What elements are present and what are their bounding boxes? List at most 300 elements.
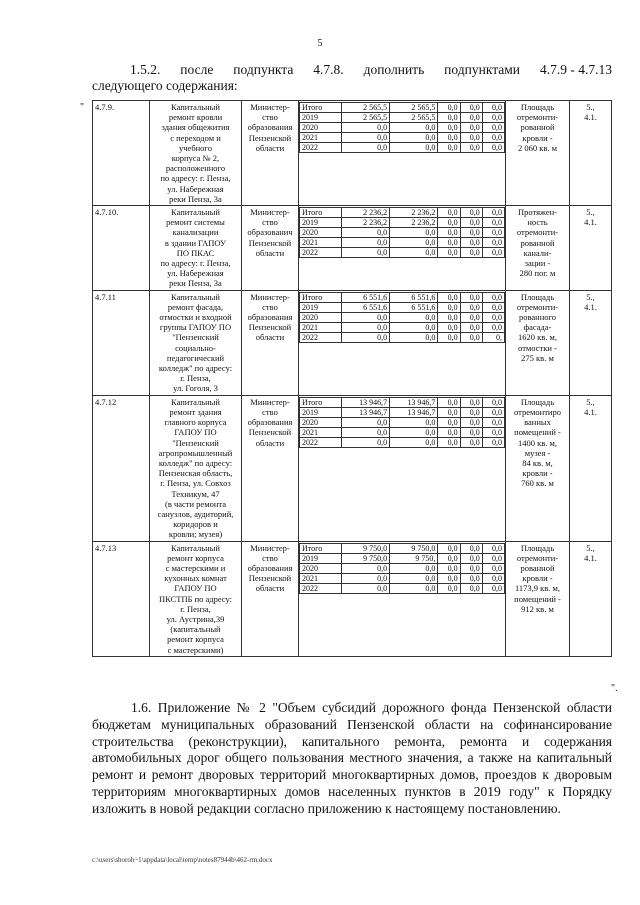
cell-line: педагогический [166, 352, 225, 363]
cell-line: ремонт корпуса [167, 552, 224, 563]
cell-line: кровли - [522, 468, 553, 479]
table-row [93, 206, 612, 291]
budget-period: 2019 [300, 218, 342, 228]
budget-value: 0,0 [482, 292, 504, 302]
budget-row [300, 218, 505, 228]
cell-line: колледж" по адресу: [158, 457, 233, 468]
budget-value: 9 750,0 [341, 553, 389, 563]
budget-row [300, 437, 505, 447]
cell-line: по адресу: г. Пенза, [160, 258, 231, 269]
cell-line: отремонти- [516, 112, 559, 123]
budget-value: 0,0 [341, 228, 389, 238]
budget-row [300, 133, 505, 143]
budget-value: 0,0 [438, 417, 460, 427]
cell-line: "Пензенский [172, 332, 219, 343]
cell-line: фасада- [523, 322, 552, 333]
budget-value: 0,0 [438, 583, 460, 593]
budget-value: 0,0 [482, 302, 504, 312]
budget-value: 0,0 [482, 218, 504, 228]
budget-value: 0,0 [482, 133, 504, 143]
cell-line: отремонти- [516, 552, 559, 563]
reference [570, 541, 612, 656]
budget-value: 0,0 [438, 573, 460, 583]
cell-line: 760 кв. м [521, 478, 554, 489]
budget-value: 2 565,5 [341, 113, 389, 123]
cell-line: в здании ГАПОУ [164, 237, 227, 248]
cell-line: Капитальный [171, 396, 220, 407]
budget-value: 0,0 [341, 437, 389, 447]
budget-cell [299, 541, 506, 656]
cell-line: ремонт фасада, [167, 301, 224, 312]
cell-line: рованной [520, 122, 555, 133]
budget-value: 0,0 [482, 113, 504, 123]
budget-value: 0,0 [460, 218, 482, 228]
budget-period: 2020 [300, 312, 342, 322]
page-number: 5 [317, 38, 323, 49]
budget-value: 0,0 [460, 573, 482, 583]
budget-row [300, 553, 505, 563]
budget-value: 0,0 [438, 238, 460, 248]
budget-value: 0,0 [438, 292, 460, 302]
cell-line: помещений - [514, 427, 561, 438]
cell-line: (капитальный [170, 624, 221, 635]
budget-value: 0,0 [460, 427, 482, 437]
budget-value: 0,0 [460, 322, 482, 332]
cell-line: области [255, 332, 285, 343]
budget-period: 2021 [300, 133, 342, 143]
cell-line: образованич [247, 227, 293, 238]
budget-value: 0,0 [482, 208, 504, 218]
cell-line: расположенного [165, 163, 226, 174]
budget-subtable [299, 102, 505, 153]
cell-line: области [255, 437, 285, 448]
item-number: 4.7.12 [93, 395, 150, 541]
budget-row [300, 143, 505, 153]
budget-value: 0,0 [438, 427, 460, 437]
budget-value: 0,0 [438, 543, 460, 553]
cell-line: 280 пог. м [519, 268, 556, 279]
budget-cell [299, 206, 506, 291]
budget-value: 0,0 [460, 407, 482, 417]
budget-row [300, 563, 505, 573]
budget-value: 0,0 [460, 238, 482, 248]
budget-value: 0,0 [341, 583, 389, 593]
cell-line: Министер- [250, 396, 290, 407]
budget-period: Итого [300, 397, 342, 407]
cell-line: кухонных комнат [164, 573, 227, 584]
budget-row [300, 113, 505, 123]
budget-period: 2022 [300, 583, 342, 593]
paragraph-text: 1.6. Приложение № 2 "Объем субсидий дорожного фонда Пензенской области бюджетам муниципальных образований Пензенской области на софинансирование строительства (реконструкции), капитального ремонта, ремонта и содержания автомобильных дорог общего пользования местного значения, а также на капитальный ремонт и ремонт дворовых территорий многоквартирных домов, проездов к дворовым территориям многоквартирных домов населенных пунктов в 2019 году" к Порядку изложить в новой редакции согласно приложению к настоящему постановлению. [92, 700, 612, 816]
budget-value: 0,0 [482, 238, 504, 248]
budget-row [300, 543, 505, 553]
cell-line: г. Пенза, ул. Совхоз [160, 478, 231, 489]
cell-line: Пензенской [248, 237, 292, 248]
cell-line: образования [247, 562, 293, 573]
cell-line: отремонти- [516, 301, 559, 312]
cell-line: ство [262, 406, 278, 417]
cell-line: отмостки - [518, 342, 557, 353]
item-number: 4.7.13 [93, 541, 150, 656]
budget-value: 0,0 [341, 238, 389, 248]
reference [570, 395, 612, 541]
cell-line: Техникум, 47 [171, 488, 220, 499]
budget-value: 0,0 [438, 143, 460, 153]
cell-line: образования [247, 122, 293, 133]
budget-value: 0,0 [460, 208, 482, 218]
cell-line: 5., [586, 396, 595, 407]
budget-row [300, 208, 505, 218]
cell-line: кровли - [522, 132, 553, 143]
reference [570, 206, 612, 291]
budget-value: 0,0 [390, 427, 438, 437]
budget-value: 9 750,0 [390, 543, 438, 553]
cell-line: области [255, 247, 285, 258]
budget-value: 2 565,5 [390, 113, 438, 123]
budget-period: 2021 [300, 427, 342, 437]
cell-line: с мастерскими и [165, 562, 226, 573]
cell-line: ул. Набережная [167, 268, 224, 279]
budget-value: 0,0 [460, 123, 482, 133]
cell-line: ство [262, 112, 278, 123]
cell-line: 4.1. [584, 301, 597, 312]
budget-value: 0,0 [390, 563, 438, 573]
cell-line: ремонт корпуса [167, 634, 224, 645]
cell-line: ГАПОУ ПО [174, 583, 217, 594]
cell-line: с мастерскими) [167, 644, 224, 655]
item-number: 4.7.10. [93, 206, 150, 291]
budget-value: 0,0 [460, 228, 482, 238]
budget-value: 0,0 [460, 543, 482, 553]
cell-line: "Пензенский [172, 437, 219, 448]
budget-cell [299, 101, 506, 206]
intro-word: после [180, 62, 214, 77]
cell-line: образования [247, 417, 293, 428]
cell-line: канали- [523, 247, 552, 258]
intro-paragraph [92, 62, 612, 94]
footer-file-path: c:\users\shoroh~1\appdata\local\temp\notes87944b\462-rm.docx [92, 856, 273, 864]
cell-line: 1400 кв. м, [517, 437, 558, 448]
budget-period: 2020 [300, 563, 342, 573]
cell-line: помещений - [514, 593, 561, 604]
budget-period: Итого [300, 103, 342, 113]
budget-value: 13 946,7 [341, 407, 389, 417]
budget-value: 0,0 [460, 103, 482, 113]
cell-line: канализации [172, 227, 219, 238]
budget-value: 0,0 [390, 133, 438, 143]
budget-row [300, 407, 505, 417]
budget-value: 0,0 [482, 407, 504, 417]
cell-line: Капитальный [171, 102, 220, 112]
budget-value: 6 551,6 [341, 292, 389, 302]
cell-line: Министер- [250, 207, 290, 218]
budget-value: 0,0 [438, 208, 460, 218]
budget-value: 2 236,2 [341, 208, 389, 218]
budget-row [300, 427, 505, 437]
budget-value: 0,0 [390, 228, 438, 238]
budget-value: 0,0 [438, 553, 460, 563]
budget-value: 6 551,6 [341, 302, 389, 312]
budget-value: 0,0 [438, 302, 460, 312]
cell-line: реки Пенза, 3а [169, 193, 222, 204]
budget-value: 0,0 [341, 133, 389, 143]
budget-subtable [299, 207, 505, 258]
intro-word: 1.5.2. [130, 62, 161, 77]
result-indicator [506, 290, 570, 395]
budget-value: 2 236,2 [341, 218, 389, 228]
responsible-ministry [242, 101, 299, 206]
budget-value: 0,0 [438, 322, 460, 332]
budget-value: 0,0 [390, 143, 438, 153]
budget-value: 0,0 [460, 143, 482, 153]
cell-line: Пензенской [248, 132, 292, 143]
cell-line: Площадь [520, 542, 555, 553]
budget-value: 0,0 [482, 312, 504, 322]
budget-value: 0,0 [460, 437, 482, 447]
budget-value: 9 750,0 [341, 543, 389, 553]
budget-row [300, 238, 505, 248]
budget-value: 0,0 [438, 113, 460, 123]
budget-value: 13 946,7 [390, 397, 438, 407]
budget-value: 0,0 [482, 322, 504, 332]
cell-line: коридоров и [173, 519, 218, 530]
budget-subtable [299, 543, 505, 594]
budget-period: 2021 [300, 573, 342, 583]
budget-row [300, 312, 505, 322]
budget-value: 0,0 [438, 133, 460, 143]
budget-value: 0,0 [341, 322, 389, 332]
budget-value: 0,0 [460, 302, 482, 312]
intro-word: 4.7.9 - 4.7.13 [539, 62, 612, 77]
budget-value: 13 946,7 [390, 407, 438, 417]
budget-row [300, 123, 505, 133]
budget-value: 0,0 [460, 332, 482, 342]
budget-value: 0,0 [482, 228, 504, 238]
budget-value: 0,0 [438, 123, 460, 133]
cell-line: Министер- [250, 102, 290, 112]
budget-value: 0,0 [341, 417, 389, 427]
intro-word: дополнить [363, 62, 425, 77]
cell-line: 4.1. [584, 217, 597, 228]
budget-period: 2021 [300, 238, 342, 248]
budget-value: 0,0 [482, 143, 504, 153]
budget-value: 0,0 [390, 417, 438, 427]
budget-row [300, 322, 505, 332]
budget-value: 0,0 [438, 407, 460, 417]
cell-line: учебного [179, 142, 212, 153]
cell-line: по адресу: г. Пенза, [160, 173, 231, 184]
cell-line: ПКСТПБ по адресу: [158, 593, 233, 604]
cell-line: ство [262, 552, 278, 563]
budget-row [300, 302, 505, 312]
intro-word: подпунктами [444, 62, 521, 77]
budget-row [300, 248, 505, 258]
budget-value: 0,0 [438, 563, 460, 573]
cell-line: отремонти- [516, 227, 559, 238]
table-row [93, 395, 612, 541]
cell-line: ПО ПКАС [176, 247, 215, 258]
cell-line: Площадь [520, 291, 555, 302]
budget-row [300, 228, 505, 238]
cell-line: с переходом и [170, 132, 221, 143]
budget-value: 0,0 [482, 563, 504, 573]
budget-value: 0,0 [341, 427, 389, 437]
budget-value: 0,0 [482, 543, 504, 553]
closing-quote: ". [611, 683, 618, 694]
cell-line: 1173,9 кв. м, [514, 583, 561, 594]
budget-value: 0,0 [438, 332, 460, 342]
budget-value: 0,0 [390, 322, 438, 332]
cell-line: ность [527, 217, 548, 228]
budget-value: 0,0 [460, 248, 482, 258]
budget-period: 2020 [300, 123, 342, 133]
budget-value: 0,0 [390, 583, 438, 593]
responsible-ministry [242, 290, 299, 395]
cell-line: ванных [524, 417, 551, 428]
budget-period: 2020 [300, 417, 342, 427]
cell-line: ул. Набережная [167, 183, 224, 194]
budget-row [300, 292, 505, 302]
budget-row [300, 397, 505, 407]
cell-line: г. Пенза, [180, 373, 211, 384]
item-name [150, 290, 242, 395]
cell-line: кровли; музея) [168, 529, 223, 540]
budget-value: 9 750, [390, 553, 438, 563]
cell-line: 5., [586, 291, 595, 302]
budget-value: 2 236,2 [390, 208, 438, 218]
cell-line: Пензенской [248, 427, 292, 438]
result-indicator [506, 101, 570, 206]
cell-line: 1620 кв. м, [517, 332, 558, 343]
item-name [150, 541, 242, 656]
budget-value: 0,0 [460, 397, 482, 407]
cell-line: ремонт здания [169, 406, 222, 417]
cell-line: отремонтиро [514, 406, 561, 417]
budget-value: 0,0 [460, 292, 482, 302]
budget-period: 2019 [300, 553, 342, 563]
cell-line: колледж" по адресу: [158, 363, 233, 374]
cell-line: 5., [586, 542, 595, 553]
cell-line: зации - [524, 258, 551, 269]
budget-subtable [299, 397, 505, 448]
budget-value: 0,0 [390, 123, 438, 133]
cell-line: Капитальный [171, 542, 220, 553]
table-row [93, 101, 612, 206]
budget-value: 0,0 [390, 312, 438, 322]
budget-value: 0,0 [482, 583, 504, 593]
budget-row [300, 332, 505, 342]
item-number: 4.7.11 [93, 290, 150, 395]
budget-period: 2022 [300, 143, 342, 153]
cell-line: (в части ремонта [165, 498, 226, 509]
budget-period: Итого [300, 543, 342, 553]
budget-value: 2 565,5 [390, 103, 438, 113]
item-name [150, 206, 242, 291]
cell-line: образования [247, 312, 293, 323]
section-1-6-paragraph [92, 700, 612, 818]
budget-value: 13 946,7 [341, 397, 389, 407]
budget-cell [299, 395, 506, 541]
cell-line: Министер- [250, 542, 290, 553]
budget-value: 0,0 [438, 103, 460, 113]
budget-value: 0,0 [341, 312, 389, 322]
cell-line: Капитальный [171, 207, 220, 218]
budget-value: 0,0 [482, 397, 504, 407]
cell-line: 5., [586, 207, 595, 218]
budget-value: 6 551,6 [390, 292, 438, 302]
budget-value: 0,0 [341, 143, 389, 153]
budget-value: 0,0 [341, 248, 389, 258]
cell-line: 4.1. [584, 552, 597, 563]
opening-quote: " [80, 102, 85, 113]
cell-line: группы ГАПОУ ПО [159, 322, 232, 333]
budget-value: 0,0 [341, 573, 389, 583]
budget-row [300, 103, 505, 113]
budget-value: 0,0 [460, 417, 482, 427]
cell-line: Пензенская область, [158, 468, 233, 479]
cell-line: Пензенской [248, 322, 292, 333]
cell-line: Капитальный [171, 291, 220, 302]
item-name [150, 395, 242, 541]
cell-line: агропромышленный [158, 447, 233, 458]
budget-value: 0,0 [390, 238, 438, 248]
reference [570, 101, 612, 206]
cell-line: санузлов, аудиторий, [157, 508, 234, 519]
budget-row [300, 583, 505, 593]
cell-line: рованного [518, 312, 557, 323]
budget-value: 0,0 [460, 113, 482, 123]
cell-line: ГАПОУ ПО [174, 427, 217, 438]
budget-cell [299, 290, 506, 395]
budget-period: 2022 [300, 248, 342, 258]
cell-line: 275 кв. м [521, 352, 554, 363]
intro-word: подпункта [233, 62, 294, 77]
cell-line: области [255, 583, 285, 594]
budget-period: 2019 [300, 113, 342, 123]
cell-line: 4.1. [584, 406, 597, 417]
table-row [93, 541, 612, 656]
cell-line: 912 кв. м [521, 603, 554, 614]
item-name [150, 101, 242, 206]
cell-line: здания общежития [161, 122, 230, 133]
result-indicator [506, 395, 570, 541]
budget-value: 0,0 [438, 248, 460, 258]
responsible-ministry [242, 206, 299, 291]
measures-table [92, 100, 612, 657]
budget-value: 2 236,2 [390, 218, 438, 228]
result-indicator [506, 206, 570, 291]
budget-value: 6 551,6 [390, 302, 438, 312]
budget-period: 2019 [300, 302, 342, 312]
result-indicator [506, 541, 570, 656]
budget-value: 0, [482, 332, 504, 342]
budget-period: 2022 [300, 437, 342, 447]
cell-line: ремонт кровли [168, 112, 223, 123]
budget-row [300, 417, 505, 427]
intro-line-1 [92, 62, 612, 78]
intro-word: 4.7.8. [313, 62, 344, 77]
budget-value: 0,0 [460, 312, 482, 322]
cell-line: Протяжен- [518, 207, 557, 218]
cell-line: рованной [520, 562, 555, 573]
budget-period: 2022 [300, 332, 342, 342]
cell-line: реки Пенза, 3а [169, 278, 222, 289]
table-row [93, 290, 612, 395]
budget-value: 0,0 [482, 573, 504, 583]
reference [570, 290, 612, 395]
responsible-ministry [242, 395, 299, 541]
cell-line: социально- [175, 342, 216, 353]
